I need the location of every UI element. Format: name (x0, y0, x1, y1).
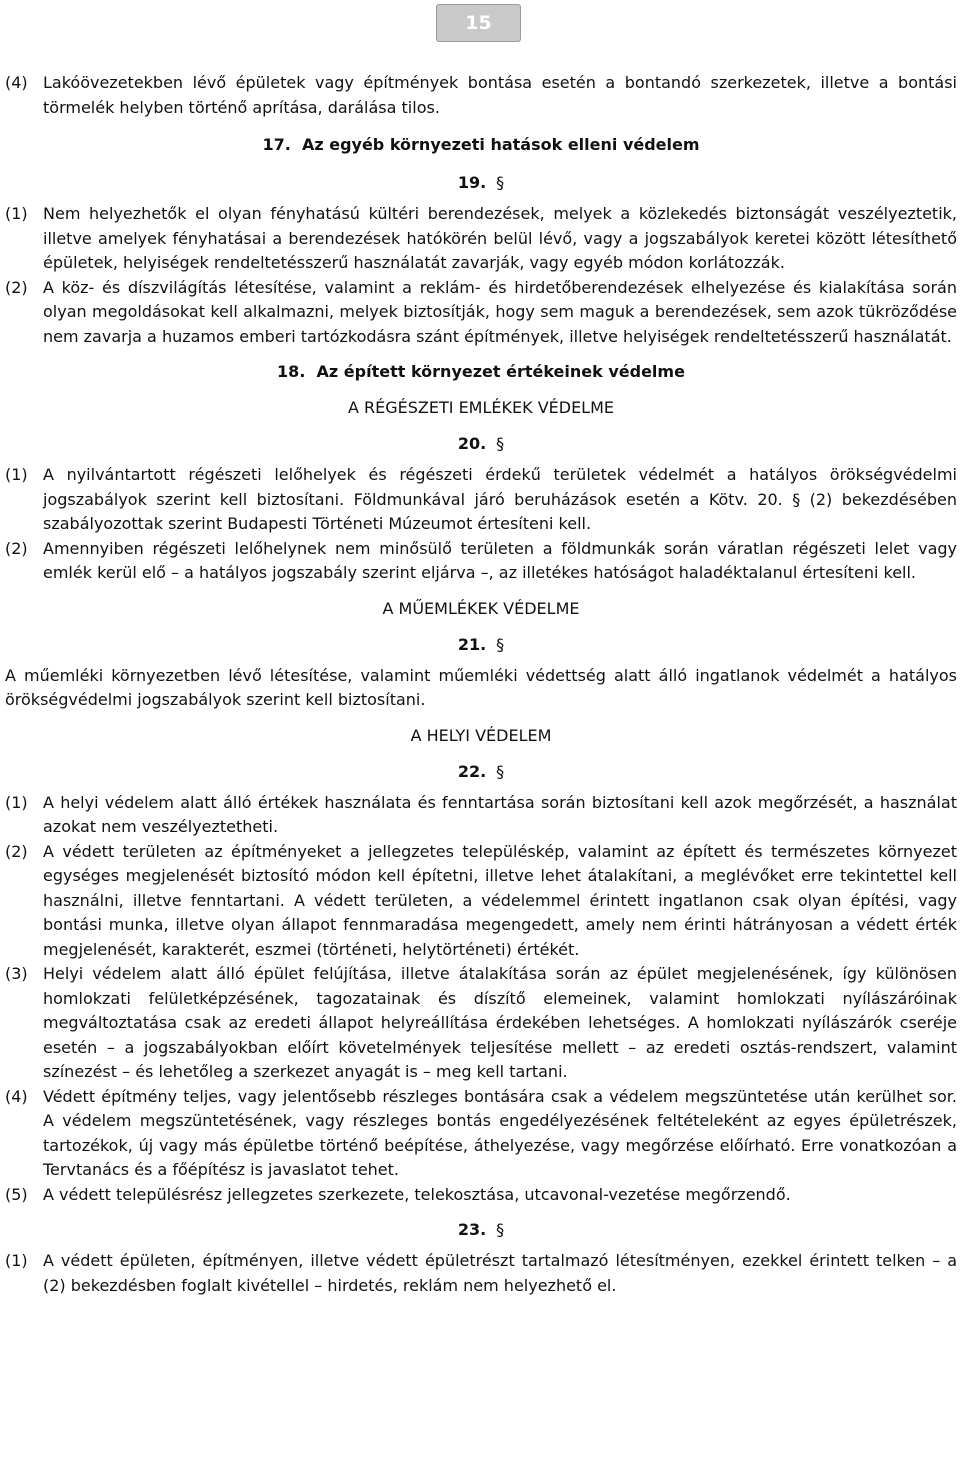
section-23: 23. § (457, 1220, 505, 1239)
document-body (5, 71, 957, 1298)
chapter-heading-18: 18. Az épített környezet értékeinek védelme (277, 362, 685, 381)
s22-paragraph-1: (1) A helyi védelem alatt álló értékek használata és fenntartása során biztosítani kell azok megőrzését, a használat azokat nem veszélyeztetheti. (5, 792, 957, 836)
s19-paragraph-2: (2) A köz- és díszvilágítás létesítése, valamint a reklám- és hirdetőberendezések elhelyezése és kialakítása során olyan megoldásokat kell alkalmazni, melyek biztosítják, hogy sem maguk a berendezések, sem azok tükröződése nem zavarja a huzamos emberi tartózkodásra szánt építmények, illetve helyiségek rendeltetésszerű használatát. (5, 277, 957, 346)
s22-paragraph-2: (2) A védett területen az építményeket a jellegzetes településkép, valamint az épített és természetes környezet egységes megjelenését biztosító módon kell építetni, illetve lehet átalakítani, a meglévőket erre tekintettel kell használni, illetve fenntartani. A védett területen, a védelemmel érintett ingatlanon csak olyan építési, vagy bontási munka, illetve olyan állapot fennmaradása megengedett, amely nem érinti hátrányosan a védett érték megjelenését, karakterét, eszmei (történeti, helytörténeti) értékét. (5, 841, 957, 959)
section-22: 22. § (457, 761, 505, 781)
section-20: 20. § (457, 434, 505, 453)
s22-paragraph-5: (5) A védett településrész jellegzetes szerkezete, telekosztása, utcavonal-vezetése megőrzendő. (5, 1184, 791, 1204)
paragraph-number: (4) (5, 73, 28, 92)
subheading-regeszeti: A RÉGÉSZETI EMLÉKEK VÉDELME (348, 398, 614, 417)
paragraph-4 (5, 71, 957, 120)
s20-paragraph-1: (1) A nyilvántartott régészeti lelőhelyek és régészeti érdekű területek védelmét a hatályos örökségvédelmi jogszabályok szerint kell biztosítani. Földmunkával járó beruházások esetén a Kötv. 20. § (2) bekezdésében szabályozottak szerint Budapesti Történeti Múzeumot értesíteni kell. (5, 465, 957, 533)
section-sign: § (496, 173, 505, 192)
paragraph-text: Lakóövezetekben lévő épületek vagy építmények bontása esetén a bontandó szerkezetek, illetve a bontási törmelék helyben történő aprítása, darálása tilos. (43, 73, 957, 117)
s21-text: A műemléki környezetben lévő létesítése, valamint műemléki védettség alatt álló ingatlanok védelmét a hatályos örökségvédelmi jogszabályok szerint kell biztosítani. (5, 665, 957, 709)
subheading-muemlek: A MŰEMLÉKEK VÉDELME (382, 598, 580, 618)
section-19: 19. § (457, 173, 505, 192)
s23-paragraph-1: (1) A védett épületen, építményen, illetve védett épületrészt tartalmazó létesítményen, ezekkel érintett telken – a (2) bekezdésben foglalt kivétellel – hirdetés, reklám nem helyezhető el. (5, 1251, 957, 1295)
s19-paragraph-1: (1) Nem helyezhetők el olyan fényhatású kültéri berendezések, melyek a közlekedés biztonságát veszélyeztetik, illetve amelyek fényhatásai a berendezések hatókörén belül lévő, vagy a jogszabályok keretei között létesíthető épületek, helyiségek rendeltetésszerű használatát zavarják, vagy egyéb módon korlátozzák. (5, 204, 957, 272)
s20-paragraph-2: (2) Amennyiben régészeti lelőhelynek nem minősülő területen a földmunkák során váratlan régészeti lelet vagy emlék kerül elő – a hatályos jogszabály szerint eljárva –, az illetékes hatóságot haladéktalanul értesíteni kell. (5, 538, 957, 582)
page-number-badge: 15 (436, 4, 521, 42)
s22-paragraph-4: (4) Védett építmény teljes, vagy jelentősebb részleges bontására csak a védelem megszüntetése után kerülhet sor. A védelem megszüntetésének, vagy részleges bontás engedélyezésének feltételeként az egyes épületrészek, tartozékok, új vagy más épületbe történő beépítése, áthelyezése, vagy megőrzése előírható. Erre vonatkozóan a Tervtanács és a főépítész is javaslatot tehet. (5, 1086, 957, 1179)
subheading-helyi: A HELYI VÉDELEM (410, 725, 552, 745)
chapter-heading-17: 17. Az egyéb környezeti hatások elleni védelem (262, 135, 700, 154)
s22-paragraph-3: (3) Helyi védelem alatt álló épület felújítása, illetve átalakítása során az épület megjelenésének, így különösen homlokzati felületképzésének, tagozatainak és díszítő elemeinek, valamint homlokzati nyílászáróinak megváltoztatása csak az eredeti állapot helyreállítása érdekében lehetséges. A homlokzati nyílászárók cseréje esetén – a jogszabályokban előírt követelmények teljesítése mellett – az eredeti osztás-rendszert, valamint színezést – és lehetőleg a szerkezet anyagát is – meg kell tartani. (5, 964, 957, 1081)
section-21: 21. § (457, 634, 505, 654)
